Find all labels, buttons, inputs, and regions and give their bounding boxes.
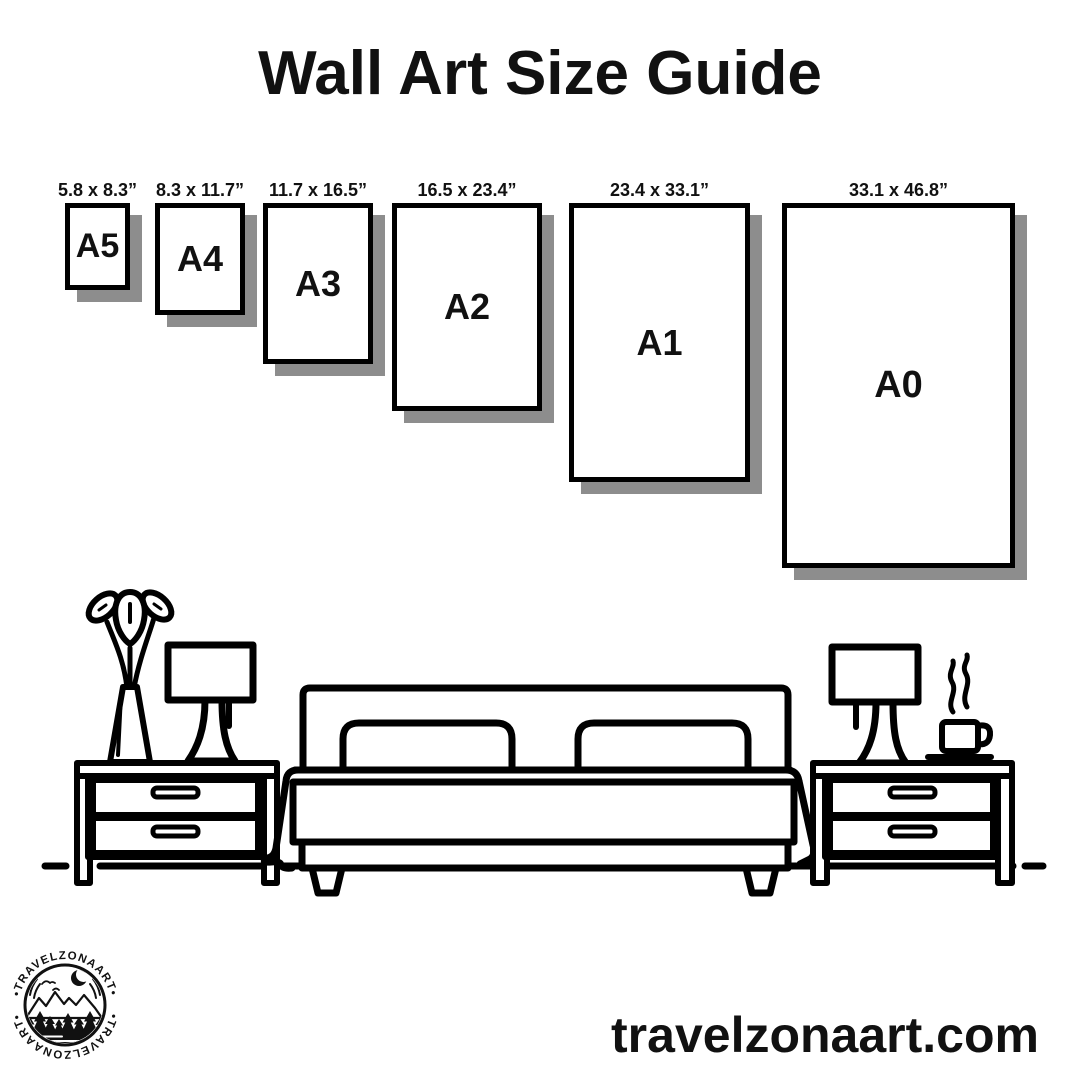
size-dimensions-label-a3: 11.7 x 16.5” [268, 180, 368, 200]
website-url: travelzonaart.com [611, 1007, 1039, 1063]
size-dimensions-label-a1: 23.4 x 33.1” [609, 180, 710, 200]
steam-icon [950, 661, 953, 712]
mattress [293, 782, 794, 842]
size-dimensions-label-a4: 8.3 x 11.7” [155, 180, 245, 200]
size-name-label-a4: A4 [176, 238, 224, 279]
poster-frame-a3 [263, 180, 373, 364]
poster-frame-a5 [57, 180, 138, 290]
page-title: Wall Art Size Guide [258, 39, 822, 108]
steam-icon [964, 655, 967, 707]
bed-foot [312, 868, 342, 893]
poster-frame-a1 [569, 180, 750, 482]
size-name-label-a3: A3 [294, 262, 342, 304]
size-dimensions-label-a2: 16.5 x 23.4” [417, 180, 517, 200]
size-dimensions-label-a0: 33.1 x 46.8” [848, 180, 949, 200]
bird-icon [42, 981, 55, 984]
drawer-handle [890, 788, 935, 797]
bedroom-scene-illustration [0, 580, 1080, 910]
size-name-label-a1: A1 [636, 321, 683, 363]
poster-frame-a2 [392, 180, 542, 411]
nightstand-right [813, 647, 1012, 883]
logo-arc-text-bottom: •TRAVELZONAART• [10, 1012, 120, 1061]
coffee-cup-icon [928, 655, 991, 757]
size-dimensions-label-a5: 5.8 x 8.3” [57, 180, 138, 200]
poster-frame-a4 [155, 180, 245, 315]
drawer-handle [890, 827, 935, 836]
size-name-label-a0: A0 [874, 364, 923, 406]
poster-frame-a0 [782, 180, 1015, 568]
double-bed-icon [264, 688, 814, 893]
nightstand-left [77, 587, 277, 883]
table-lamp-icon [832, 647, 918, 763]
table-lamp-icon [168, 645, 253, 761]
size-name-label-a2: A2 [443, 286, 491, 327]
brand-logo [6, 938, 126, 1072]
pillow [343, 723, 512, 770]
bird-icon [53, 989, 59, 991]
bed-base [302, 842, 788, 868]
pillow [578, 723, 748, 770]
bed-foot [746, 868, 776, 893]
size-name-label-a5: A5 [75, 227, 120, 265]
logo-arc-text-top: •TRAVELZONAART• [10, 949, 120, 998]
drawer-handle [153, 827, 198, 836]
drawer-handle [153, 788, 198, 797]
vase-plant-icon [84, 587, 177, 762]
